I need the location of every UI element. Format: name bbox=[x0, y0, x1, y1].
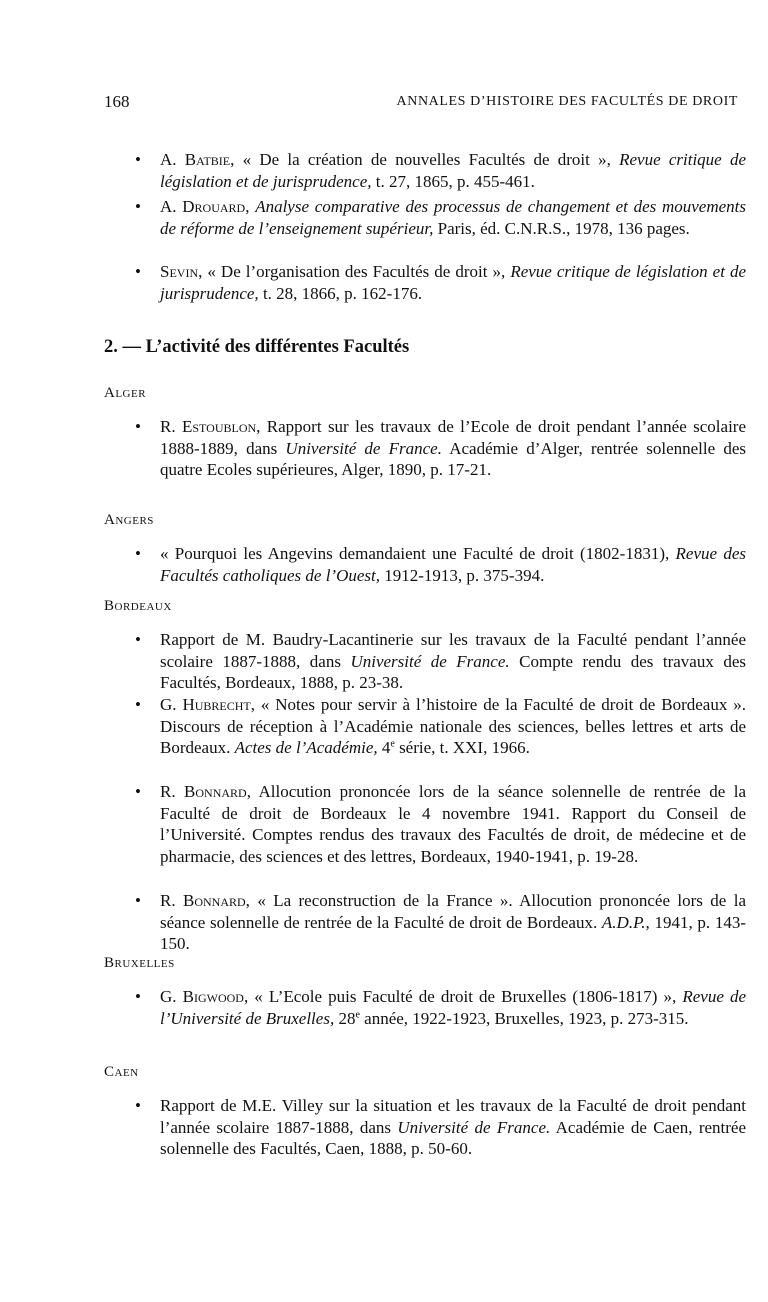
entry-citation-end: année, 1922-1923, Bruxelles, 1923, p. 273-315. bbox=[359, 1008, 689, 1028]
entry-citation: 28 bbox=[334, 1008, 356, 1028]
author-name: Bonnard, bbox=[184, 782, 251, 801]
superscript: e bbox=[390, 738, 395, 750]
faculty-heading-bruxelles: Bruxelles bbox=[104, 955, 175, 971]
running-title: ANNALES D’HISTOIRE DES FACULTÉS DE DROIT bbox=[396, 94, 738, 109]
bibliography-entry-bigwood bbox=[135, 986, 746, 1029]
running-head bbox=[104, 92, 738, 114]
bullet-icon: • bbox=[135, 987, 141, 1006]
author-initial: G. bbox=[160, 695, 177, 714]
bibliography-entry-estoublon bbox=[135, 416, 746, 481]
entry-body: « Pourquoi les Angevins demandaient une Faculté de droit (1802-1831), bbox=[160, 544, 676, 563]
author-initial: A. bbox=[160, 150, 177, 169]
publication-title: Université de France. bbox=[350, 651, 510, 671]
entry-citation: Académie de Caen, rentrée solennelle des Facultés, Caen, 1888, p. 50-60. bbox=[160, 1117, 747, 1158]
author-name: Hubrecht, bbox=[182, 695, 255, 714]
publication-title: Université de France. bbox=[397, 1117, 551, 1137]
bibliography-entry-sevin bbox=[135, 261, 746, 304]
bibliography-entry-batbie bbox=[135, 149, 747, 192]
entry-body: « L’Ecole puis Faculté de droit de Bruxelles (1806-1817) », bbox=[254, 987, 683, 1006]
entry-citation: t. 28, 1866, p. 162-176. bbox=[258, 283, 423, 303]
author-name: Sevin, bbox=[160, 262, 203, 281]
bibliography-entry-bonnard-2 bbox=[135, 890, 746, 955]
bullet-icon: • bbox=[135, 150, 141, 169]
bibliography-entry-hubrecht bbox=[135, 694, 746, 759]
author-name: Bigwood, bbox=[182, 987, 249, 1006]
entry-citation: 1912-1913, p. 375-394. bbox=[380, 565, 545, 585]
entry-body: « Notes pour servir à l’histoire de la Faculté de droit de Bordeaux ». Discours de réception à l’Académie nationale des sciences, belles lettres et arts de Bordeaux. bbox=[160, 695, 746, 757]
bibliography-entry-baudry bbox=[135, 629, 746, 694]
entry-body: Rapport de M.E. Villey sur la situation et les travaux de la Faculté de droit pendant l’année scolaire 1887-1888, dans bbox=[160, 1096, 746, 1137]
entry-body: Rapport de M. Baudry-Lacantinerie sur les travaux de la Faculté pendant l’année scolaire 1887-1888, dans bbox=[160, 630, 746, 671]
bullet-icon: • bbox=[135, 782, 141, 801]
faculty-heading-bordeaux: Bordeaux bbox=[104, 598, 172, 614]
entry-text bbox=[160, 629, 746, 694]
page-number: 168 bbox=[104, 92, 130, 111]
journal-title: Revue critique de législation et de jurisprudence, bbox=[160, 262, 746, 303]
faculty-heading-angers: Angers bbox=[104, 512, 154, 528]
entry-text bbox=[160, 986, 746, 1029]
bullet-icon: • bbox=[135, 197, 141, 216]
bibliography-entry-drouard bbox=[135, 196, 747, 239]
author-name: Drouard, bbox=[182, 197, 250, 216]
journal-title: Revue de l’Université de Bruxelles, bbox=[160, 987, 746, 1028]
entry-text bbox=[160, 196, 746, 239]
author-initial: R. bbox=[160, 782, 176, 801]
entry-text bbox=[160, 694, 746, 759]
superscript: e bbox=[355, 1008, 360, 1020]
bullet-icon: • bbox=[135, 891, 141, 910]
entry-citation: 1941, p. 143-150. bbox=[160, 912, 746, 953]
journal-title: Revue critique de législation et de jurisprudence, bbox=[160, 150, 747, 191]
author-initial: R. bbox=[160, 417, 176, 436]
bullet-icon: • bbox=[135, 544, 141, 563]
author-initial: G. bbox=[160, 987, 177, 1006]
entry-citation: Compte rendu des travaux des Facultés, Bordeaux, 1888, p. 23-38. bbox=[160, 651, 746, 692]
bullet-icon: • bbox=[135, 1096, 141, 1115]
section-heading: 2. — L’activité des différentes Facultés bbox=[104, 337, 410, 357]
publication-title: Université de France. bbox=[285, 438, 442, 458]
author-name: Bonnard, bbox=[182, 891, 250, 910]
entry-text bbox=[160, 890, 746, 955]
entry-text bbox=[160, 781, 746, 867]
faculty-heading-caen: Caen bbox=[104, 1064, 139, 1080]
entry-body: « De la création de nouvelles Facultés de droit », bbox=[242, 150, 620, 169]
journal-title: A.D.P., bbox=[601, 912, 650, 932]
entry-text bbox=[160, 149, 746, 192]
entry-text bbox=[160, 416, 746, 481]
entry-body: Rapport sur les travaux de l’Ecole de droit pendant l’année scolaire 1888-1889, dans bbox=[160, 417, 746, 458]
book-title: Analyse comparative des processus de changement et des mouvements de réforme de l’enseignement supérieur, bbox=[160, 197, 747, 238]
entry-body: Allocution prononcée lors de la séance solennelle de rentrée de la Faculté de droit de Bordeaux le 4 novembre 1941. Rapport du Conseil de l’Université. Comptes rendus des travaux des Facultés de droit, de médecine et de pharmacie, des sciences et des lettres, Bordeaux, 1940-1941, p. 19-28. bbox=[160, 782, 747, 866]
journal-title: Revue des Facultés catholiques de l’Ouest, bbox=[160, 544, 746, 585]
bibliography-entry-angers bbox=[135, 543, 746, 586]
bullet-icon: • bbox=[135, 695, 141, 714]
entry-body: « La reconstruction de la France ». Allocution prononcée lors de la séance solennelle de rentrée de la Faculté de droit de Bordeaux. bbox=[160, 891, 746, 932]
entry-citation: Académie d’Alger, rentrée solennelle des quatre Ecoles supérieures, Alger, 1890, p. 17-21. bbox=[160, 438, 746, 479]
entry-text bbox=[160, 261, 746, 304]
author-initial: R. bbox=[160, 891, 176, 910]
bibliography-entry-bonnard-1 bbox=[135, 781, 747, 867]
bullet-icon: • bbox=[135, 262, 141, 281]
entry-citation: Paris, éd. C.N.R.S., 1978, 136 pages. bbox=[433, 218, 690, 238]
entry-citation: 4 bbox=[377, 738, 391, 757]
journal-title: Actes de l’Académie, bbox=[234, 738, 378, 757]
author-name: Batbie, bbox=[184, 150, 235, 169]
entry-citation-end: série, t. XXI, 1966. bbox=[394, 738, 530, 757]
author-initial: A. bbox=[160, 197, 177, 216]
entry-citation: t. 27, 1865, p. 455-461. bbox=[371, 171, 535, 191]
faculty-heading-alger: Alger bbox=[104, 385, 147, 401]
bullet-icon: • bbox=[135, 417, 141, 436]
bullet-icon: • bbox=[135, 630, 141, 649]
author-name: Estoublon, bbox=[181, 417, 261, 436]
entry-text bbox=[160, 543, 746, 586]
bibliography-entry-villey bbox=[135, 1095, 747, 1160]
entry-text bbox=[160, 1095, 746, 1160]
entry-body: « De l’organisation des Facultés de droit », bbox=[207, 262, 511, 281]
